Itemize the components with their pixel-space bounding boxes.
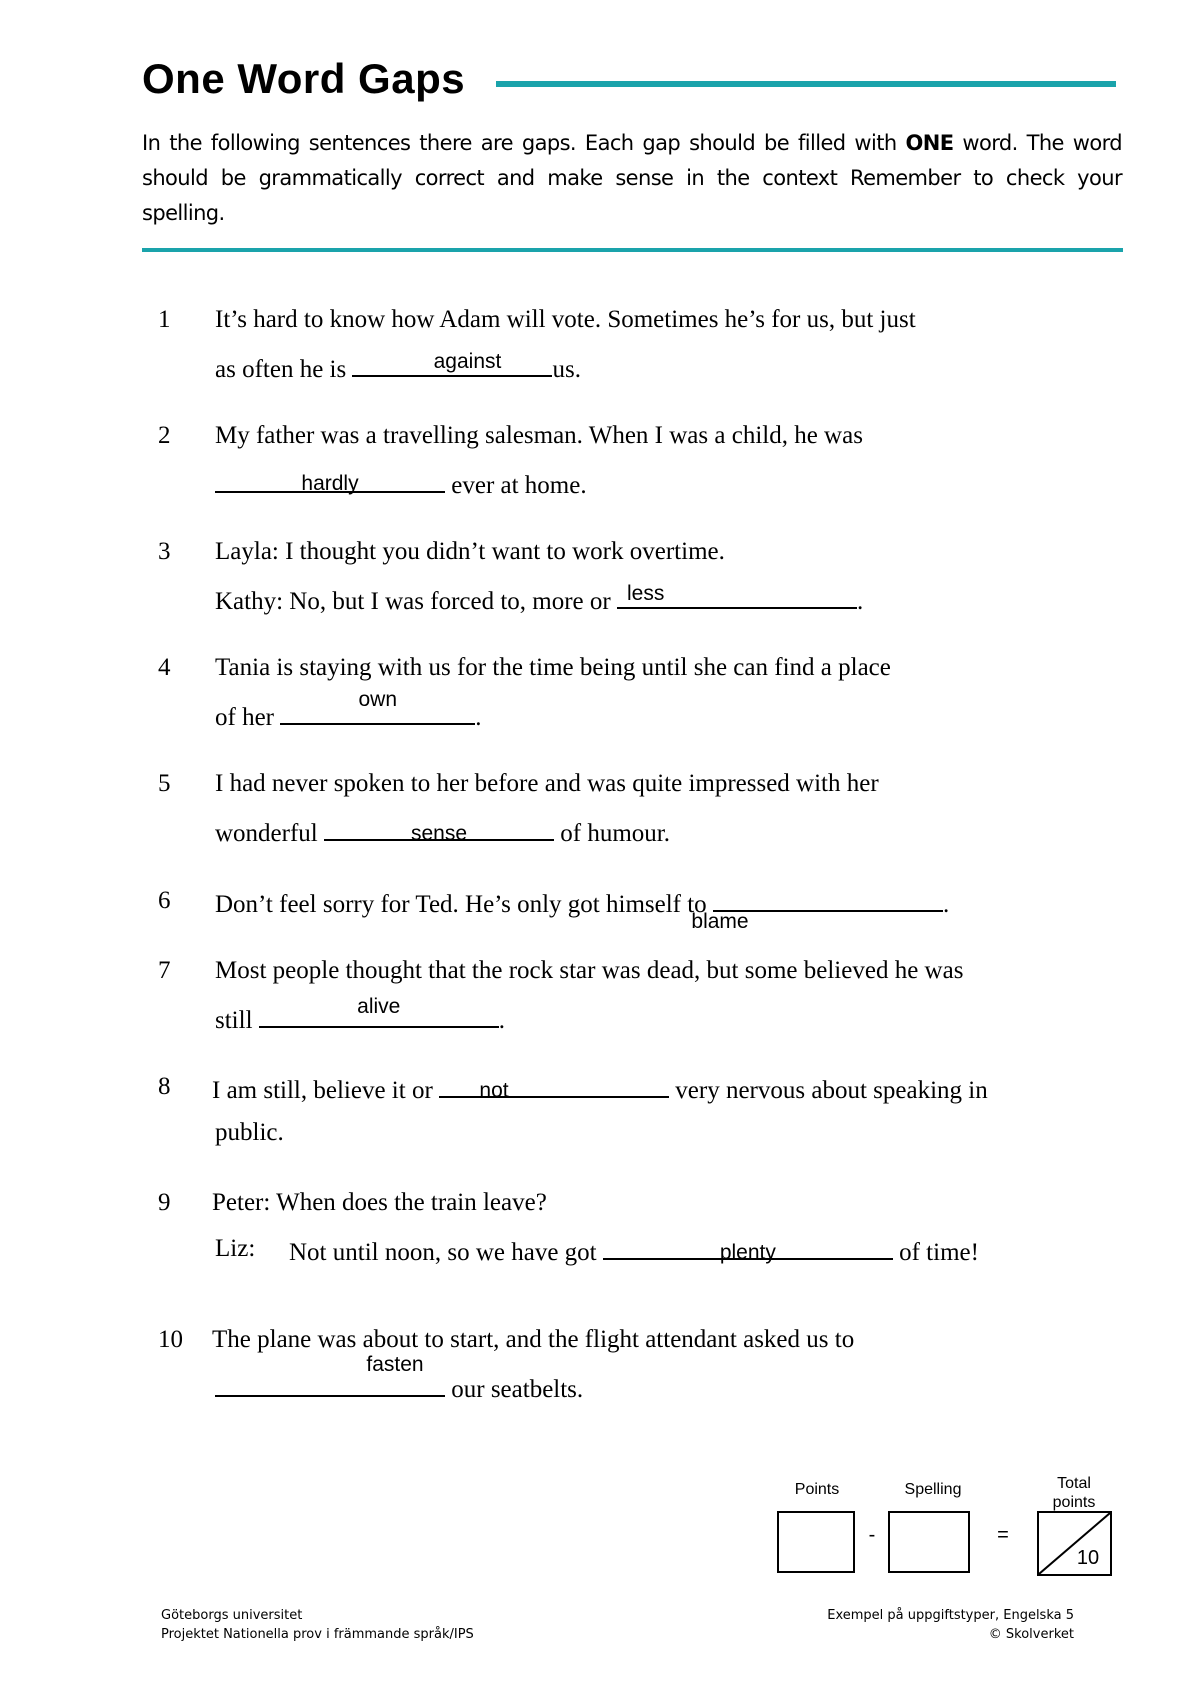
question-3-line-2: Kathy: No, but I was forced to, more or less .	[215, 582, 864, 615]
question-number: 9	[158, 1189, 171, 1216]
total-label: Total points	[1052, 1475, 1096, 1511]
question-2-line-1: My father was a travelling salesman. When I was a child, he was	[215, 422, 863, 449]
answer-text: own	[358, 688, 398, 711]
total-box[interactable]	[1037, 1511, 1112, 1576]
question-9-line-2: Not until noon, so we have got plenty of time!	[289, 1236, 979, 1265]
answer-blank[interactable]	[713, 888, 943, 912]
equals-sign: =	[997, 1524, 1009, 1546]
answer-blank[interactable]	[324, 817, 554, 845]
section-rule	[142, 248, 1123, 252]
instructions-emphasis: ONE	[905, 131, 954, 155]
question-number: 5	[158, 770, 171, 797]
question-10-line-1: The plane was about to start, and the flight attendant asked us to	[212, 1326, 855, 1353]
points-box[interactable]	[777, 1511, 855, 1573]
answer-text: alive	[357, 995, 401, 1018]
answer-text: sense	[410, 822, 468, 845]
question-10-line-2: our seatbelts.	[215, 1373, 583, 1402]
question-1-line-2: as often he is against us.	[215, 350, 581, 383]
question-number: 8	[158, 1073, 171, 1100]
answer-blank[interactable]	[215, 1373, 445, 1397]
answer-text: against	[433, 350, 502, 373]
spelling-label: Spelling	[904, 1481, 962, 1498]
instructions-text-end: word. The word should be grammatically correct and make sense in the context Remember to check your spelling.	[142, 131, 1122, 225]
question-number: 7	[158, 957, 171, 984]
question-number: 4	[158, 654, 171, 681]
question-number: 3	[158, 538, 171, 565]
question-number: 6	[158, 887, 171, 914]
question-7-line-2: still alive .	[215, 995, 506, 1034]
minus-sign: -	[868, 1524, 876, 1546]
question-8-line-2: public.	[215, 1119, 284, 1146]
answer-text: plenty	[719, 1241, 776, 1264]
answer-text: not	[479, 1079, 509, 1102]
question-2-line-2: hardly ever at home.	[215, 469, 587, 498]
question-number: 2	[158, 422, 171, 449]
question-5-line-1: I had never spoken to her before and was quite impressed with her	[215, 770, 879, 797]
answer-blank[interactable]	[215, 469, 445, 493]
answer-blank[interactable]	[259, 995, 499, 1028]
answer-text: less	[626, 582, 665, 605]
question-4-line-1: Tania is staying with us for the time being until she can find a place	[215, 654, 891, 681]
question-6-line-1: Don’t feel sorry for Ted. He’s only got himself to .	[215, 888, 949, 917]
answer-text: blame	[691, 910, 749, 933]
question-8-line-1: I am still, believe it or not very nervous about speaking in	[212, 1074, 988, 1103]
answer-text: hardly	[301, 472, 359, 495]
answer-blank[interactable]	[603, 1236, 893, 1264]
question-number: 1	[158, 306, 171, 333]
answer-blank[interactable]	[617, 582, 857, 609]
answer-blank[interactable]	[439, 1074, 669, 1102]
question-5-line-2: wonderful sense of humour.	[215, 817, 670, 846]
question-9-speaker: Liz:	[215, 1235, 256, 1262]
question-9-line-1: Peter: When does the train leave?	[212, 1189, 547, 1216]
question-1-line-1: It’s hard to know how Adam will vote. Sometimes he’s for us, but just	[215, 306, 916, 333]
answer-text: fasten	[366, 1353, 424, 1376]
instructions-text: In the following sentences there are gaps. Each gap should be filled with	[142, 131, 906, 155]
page-title: One Word Gaps	[142, 55, 466, 102]
question-3-line-1: Layla: I thought you didn’t want to work overtime.	[215, 538, 725, 565]
instructions	[142, 126, 1122, 231]
question-4-line-2: of her own .	[215, 688, 482, 731]
total-max: 10	[1076, 1547, 1100, 1569]
title-rule	[496, 81, 1116, 87]
question-7-line-1: Most people thought that the rock star was dead, but some believed he was	[215, 957, 964, 984]
answer-blank[interactable]	[352, 350, 552, 377]
footer-right: Exempel på uppgiftstyper, Engelska 5 © Skolverket	[827, 1608, 1074, 1642]
footer-left: Göteborgs universitet Projektet Nationella prov i främmande språk/IPS	[161, 1608, 474, 1642]
question-number: 10	[158, 1326, 183, 1353]
spelling-box[interactable]	[888, 1511, 970, 1573]
points-label: Points	[794, 1481, 840, 1498]
